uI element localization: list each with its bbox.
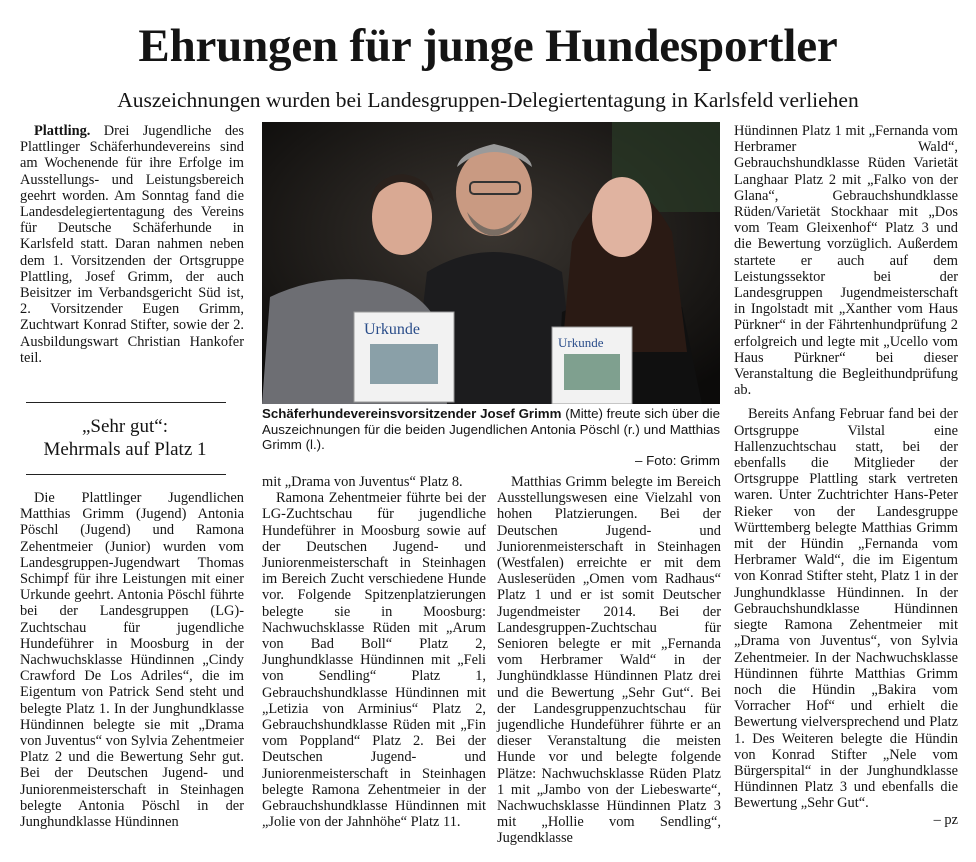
column-2-paragraph-2: Ramona Zehentmeier führte bei der LG-Zuchtschau für jugendliche Hundeführer in Moosburg sowie auf der Deutschen Jugend- und Juniorenmeisterschaft in Steinhagen im Bereich Zucht verschiedene Hunde vor. Folgende Spitzenplatzierungen belegte sie in Moosburg: Nachwuchsklasse Rüden mit „Arum von Bad Boll“ Platz 2, Junghundklasse Hündinnen mit „Feli von Sendling“ Platz 1, Gebrauchshundklasse Hündinnen mit „Letizia von Arminius“ Platz 2, Gebrauchshundklasse Rüden mit „Fin vom Poppland“ Platz 2. Bei der Deutschen Jugend- und Juniorenmeisterschaft in Steinhagen belegte Ramona Zehentmeier in der Gebrauchshundklasse Hündinnen mit „Jolie von der Jahnhöhe“ Platz 11. [262, 490, 486, 831]
photo-credit: – Foto: Grimm [635, 452, 720, 468]
column-1-body [20, 490, 244, 830]
section-subtitle [20, 415, 230, 461]
column-4-paragraph-2: Bereits Anfang Februar fand bei der Ortsgruppe Vilstal eine Hallenzuchtschau statt, bei der ebenfalls die Mitglieder der Ortsgruppe Plattling stark vertreten waren. Unter Zuchtrichter Hans-Peter Rieker von der Landesgruppe Württemberg belegte Matthias Grimm mit der Hündin „Fernanda vom Herbramer Wald“, die im Eigentum von Konrad Stifter steht, Platz 1 in der Junghundklasse Hündinnen. In der Gebrauchshundklasse Hündinnen siegte Ramona Zehentmeier mit „Drama von Juventus“, von Sylvia Zehentmeier. In der Nachwuchsklasse Hündinnen führte Matthias Grimm noch die Hündin „Bakira vom Vorracher Hof“ und erhielt die Bewertung vielversprechend und Platz 1. Des Weiteren belegte die Hündin von Konrad Stifter „Nele vom Bürgerspital“ in der Junghundklasse Hündinnen Platz 3 und ebenfalls die Bewertung „Sehr Gut“. [734, 406, 958, 812]
urkunde-left-text: Urkunde [364, 321, 420, 338]
column-4-body [734, 123, 958, 828]
subtitle-rule-top [26, 402, 226, 403]
column-1-intro [20, 123, 244, 366]
intro-text: Drei Jugendliche des Plattlinger Schäferhundevereins sind am Wochenende für ihre Erfolge im Ausstellungs- und Leistungsbereich geehrt worden. Am Sonntag fand die Landesdelegiertentagung des Vereins für Deutsche Schäferhunde in Karlsfeld statt. Daran nahmen neben dem 1. Vorsitzenden der Ortsgruppe Plattling, Josef Grimm, der auch Beisitzer im Verbandsgericht Süd ist, 2. Vorsitzender Eugen Grimm, Zuchtwart Konrad Stifter, sowie der 2. Ausbildungswart Christian Hankofer teil. [20, 123, 244, 366]
column-3-body [497, 474, 721, 847]
photo-illustration [262, 122, 720, 404]
caption-bold: Schäferhundevereinsvorsitzender Josef Grimm [262, 406, 562, 421]
photo-caption [262, 406, 720, 468]
column-2-paragraph-1: mit „Drama von Juventus“ Platz 8. [262, 474, 463, 490]
subtitle-line-2: Mehrmals auf Platz 1 [43, 439, 207, 460]
author-signature: – pz [933, 811, 958, 828]
column-4-paragraph-1: Hündinnen Platz 1 mit „Fernanda vom Herbramer Wald“, Gebrauchshundklasse Rüden Varietät Langhaar Platz 2 mit „Falko von der Glana“, Gebrauchshundklasse Rüden/Varietät Stockhaar mit „Dos vom Team Gleixenhof“ Platz 3 und die Bewertung vorzüglich. Außerdem startete er auch auf dem Leistungssektor bei der Landesgruppen Jugendmeisterschaft in Ingolstadt mit „Xanther vom Haus Pürkner“ in der Fährtenhundprüfung 2 erfolgreich und legte mit „Ucello vom Haus Pürkner“ bei dieser Veranstaltung die Begleithundprüfung ab. [734, 123, 958, 399]
subtitle-rule-bottom [26, 474, 226, 475]
intro-paragraph [20, 123, 244, 366]
column-2-body [262, 474, 486, 830]
article-subheadline: Auszeichnungen wurden bei Landesgruppen-Delegiertentagung in Karlsfeld verliehen [117, 88, 859, 112]
subtitle-line-1: „Sehr gut“: [81, 416, 168, 437]
dateline: Plattling. [34, 123, 91, 139]
article-headline: Ehrungen für junge Hundesportler [138, 20, 838, 72]
caption-text: (Mitte) freute sich über die Auszeichnungen für die beiden Jugendlichen Antonia Pöschl (r.) und Matthias Grimm (l.). [262, 406, 720, 453]
urkunde-right-text: Urkunde [558, 335, 604, 350]
column-3-paragraph: Matthias Grimm belegte im Bereich Ausstellungswesen eine Vielzahl von hohen Platzierungen. Bei der Deutschen Jugend- und Juniorenmeisterschaft in Steinhagen (Westfalen) erreichte er mit dem Ausleserüden „Omen vom Radhaus“ Platz 1 und er ist somit Deutscher Jugendmeister 2014. Bei der Landesgruppen-Zuchtschau für Senioren belegte er mit „Fernanda vom Herbramer Wald“ in der Junghündklasse Hündinnen Platz drei und die Bewertung „Sehr Gut“. Bei der Landesgruppenzuchtschau für jugendliche Hundeführer führte er an dieser Veranstaltung die meisten Hunde vor und belegte folgende Plätze: Nachwuchsklasse Rüden Platz 1 mit „Jambo von der Liebeswarte“, Nachwuchsklasse Hündinnen Platz 3 mit „Hollie vom Sendling“, Jugendklasse [497, 474, 721, 847]
article-photo [262, 122, 720, 404]
column-1-paragraph: Die Plattlinger Jugendlichen Matthias Grimm (Jugend) Antonia Pöschl (Jugend) und Ramona Zehentmeier (Junior) wurden vom Landesgruppen-Jugendwart Thomas Schimpf für ihre Leistungen mit einer Urkunde geehrt. Antonia Pöschl führte bei der Landesgruppen (LG)-Zuchtschau für jugendliche Hundeführer in Moosburg in der Nachwuchsklasse Hündinnen „Cindy Crawford De Los Adriles“, die im Eigentum von Patrick Send steht und belegte Platz 1. In der Junghundklasse Hündinnen belegte sie mit „Drama von Juventus“ von Sylvia Zehentmeier Platz 2 und die Bewertung Sehr gut. Bei der Deutschen Jugend- und Juniorenmeisterschaft in Steinhagen belegte Antonia Pöschl in der Junghundklasse Hündinnen [20, 490, 244, 831]
